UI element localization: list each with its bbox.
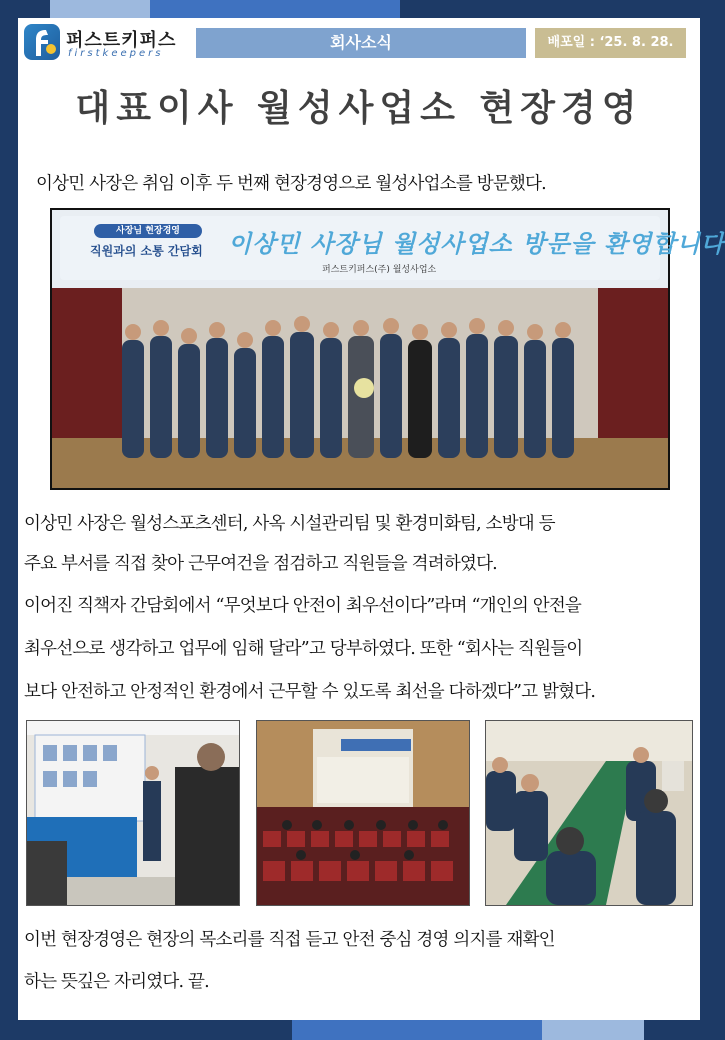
company-logo bbox=[24, 24, 192, 64]
banner-title: 이상민 사장님 월성사업소 방문을 환영합니다 bbox=[228, 230, 725, 258]
photo-facility-visit bbox=[26, 720, 240, 906]
logo-name: 퍼스트키퍼스 bbox=[66, 30, 177, 51]
banner-pill: 사장님 현장경영 bbox=[94, 224, 202, 238]
headline: 대표이사 월성사업소 현장경영 bbox=[75, 88, 643, 129]
top-color-bar bbox=[0, 0, 720, 18]
banner-footer: 퍼스트키퍼스(주) 월성사업소 bbox=[322, 265, 437, 275]
bottom-color-bar bbox=[0, 1020, 720, 1040]
photo-auditorium bbox=[256, 720, 470, 906]
body-line-5: 보다 안전하고 안정적인 환경에서 근무할 수 있도록 최선을 다하겠다”고 밝혔다. bbox=[24, 682, 596, 702]
newsletter-page bbox=[18, 18, 725, 1020]
group-photo bbox=[50, 208, 725, 490]
body-line-4: 최우선으로 생각하고 업무에 임해 달라”고 당부하였다. 또한 “회사는 직원들이 bbox=[24, 639, 583, 659]
intro-paragraph: 이상민 사장은 취임 이후 두 번째 현장경영으로 월성사업소를 방문했다. bbox=[36, 174, 546, 194]
logo-icon bbox=[24, 24, 60, 60]
body-line-1: 이상민 사장은 월성스포츠센터, 사옥 시설관리팀 및 환경미화팀, 소방대 등 bbox=[24, 514, 555, 534]
section-label: 회사소식 bbox=[196, 28, 526, 58]
banner-subtitle: 직원과의 소통 간담회 bbox=[90, 244, 203, 258]
welcome-banner bbox=[60, 216, 725, 280]
body-line-3: 이어진 직책자 간담회에서 “무엇보다 안전이 최우선이다”라며 “개인의 안전을 bbox=[24, 596, 582, 616]
closing-line-2: 하는 뜻깊은 자리였다. 끝. bbox=[24, 972, 209, 992]
distribution-date: 배포일 : ‘25. 8. 28. bbox=[535, 28, 686, 58]
logo-subtitle: firstkeepers bbox=[68, 48, 164, 59]
body-line-2: 주요 부서를 직접 찾아 근무여건을 점검하고 직원들을 격려하였다. bbox=[24, 554, 497, 574]
closing-line-1: 이번 현장경영은 현장의 목소리를 직접 듣고 안전 중심 경영 의지를 재확인 bbox=[24, 930, 555, 950]
photo-meeting bbox=[485, 720, 693, 906]
